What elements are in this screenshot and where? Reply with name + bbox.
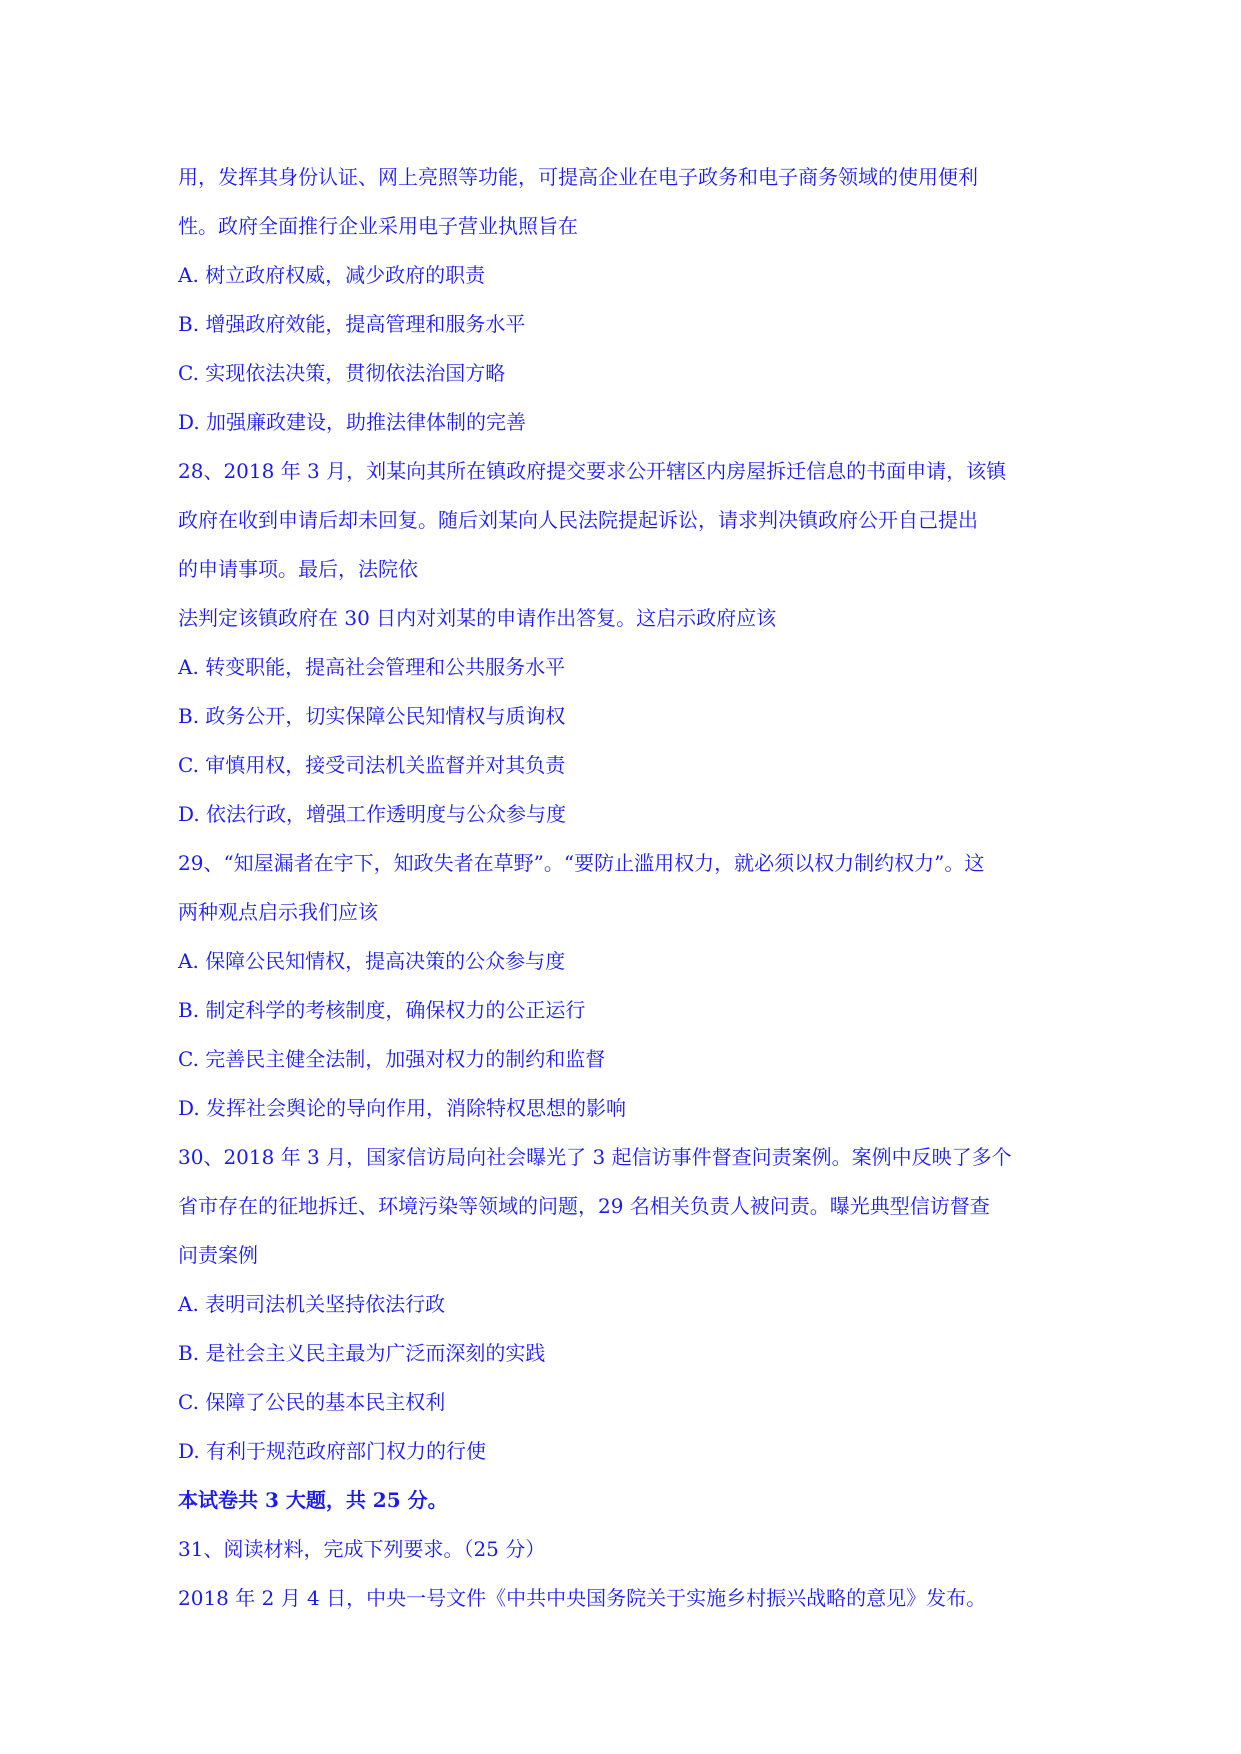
- question-30-option-c: C. 保障了公民的基本民主权利: [178, 1390, 446, 1414]
- question-27-option-b: B. 增强政府效能，提高管理和服务水平: [178, 312, 526, 336]
- question-31-stem: 31、阅读材料，完成下列要求。（25 分）: [178, 1537, 546, 1561]
- question-29-option-c: C. 完善民主健全法制，加强对权力的制约和监督: [178, 1047, 606, 1071]
- question-30-stem-line-3: 问责案例: [178, 1243, 258, 1267]
- question-28-stem-line-3: 的申请事项。最后，法院依: [178, 557, 418, 581]
- question-28-stem-line-2: 政府在收到申请后却未回复。随后刘某向人民法院提起诉讼，请求判决镇政府公开自己提出: [178, 508, 978, 532]
- question-27-option-c: C. 实现依法决策，贯彻依法治国方略: [178, 361, 506, 385]
- section-heading: 本试卷共 3 大题，共 25 分。: [178, 1488, 448, 1512]
- question-28-option-c: C. 审慎用权，接受司法机关监督并对其负责: [178, 753, 566, 777]
- document-body: [178, 153, 1078, 1623]
- question-29-stem-line-1: 29、“知屋漏者在宇下，知政失者在草野”。“要防止滥用权力，就必须以权力制约权力”。这: [178, 851, 985, 875]
- question-27-stem-line-2: 性。政府全面推行企业采用电子营业执照旨在: [178, 214, 578, 238]
- question-30-option-a: A. 表明司法机关坚持依法行政: [178, 1292, 446, 1316]
- question-29-option-a: A. 保障公民知情权，提高决策的公众参与度: [178, 949, 566, 973]
- question-30-option-b: B. 是社会主义民主最为广泛而深刻的实践: [178, 1341, 546, 1365]
- question-27-stem-line-1: 用，发挥其身份认证、网上亮照等功能，可提高企业在电子政务和电子商务领域的使用便利: [178, 165, 978, 189]
- question-28-stem-line-1: 28、2018 年 3 月，刘某向其所在镇政府提交要求公开辖区内房屋拆迁信息的书面申请，该镇: [178, 459, 1007, 483]
- question-28-option-d: D. 依法行政，增强工作透明度与公众参与度: [178, 802, 567, 826]
- question-30-stem-line-2: 省市存在的征地拆迁、环境污染等领域的问题，29 名相关负责人被问责。曝光典型信访督查: [178, 1194, 990, 1218]
- question-27-option-a: A. 树立政府权威，减少政府的职责: [178, 263, 486, 287]
- question-27-option-d: D. 加强廉政建设，助推法律体制的完善: [178, 410, 527, 434]
- question-29-option-b: B. 制定科学的考核制度，确保权力的公正运行: [178, 998, 586, 1022]
- question-28-option-b: B. 政务公开，切实保障公民知情权与质询权: [178, 704, 566, 728]
- question-29-stem-line-2: 两种观点启示我们应该: [178, 900, 378, 924]
- question-30-option-d: D. 有利于规范政府部门权力的行使: [178, 1439, 487, 1463]
- question-31-material-line-1: 2018 年 2 月 4 日，中央一号文件《中共中央国务院关于实施乡村振兴战略的意见》发布。: [178, 1586, 987, 1610]
- question-30-stem-line-1: 30、2018 年 3 月，国家信访局向社会曝光了 3 起信访事件督查问责案例。案例中反映了多个: [178, 1145, 1012, 1169]
- question-29-option-d: D. 发挥社会舆论的导向作用，消除特权思想的影响: [178, 1096, 627, 1120]
- question-28-stem-line-4: 法判定该镇政府在 30 日内对刘某的申请作出答复。这启示政府应该: [178, 606, 777, 630]
- question-28-option-a: A. 转变职能，提高社会管理和公共服务水平: [178, 655, 566, 679]
